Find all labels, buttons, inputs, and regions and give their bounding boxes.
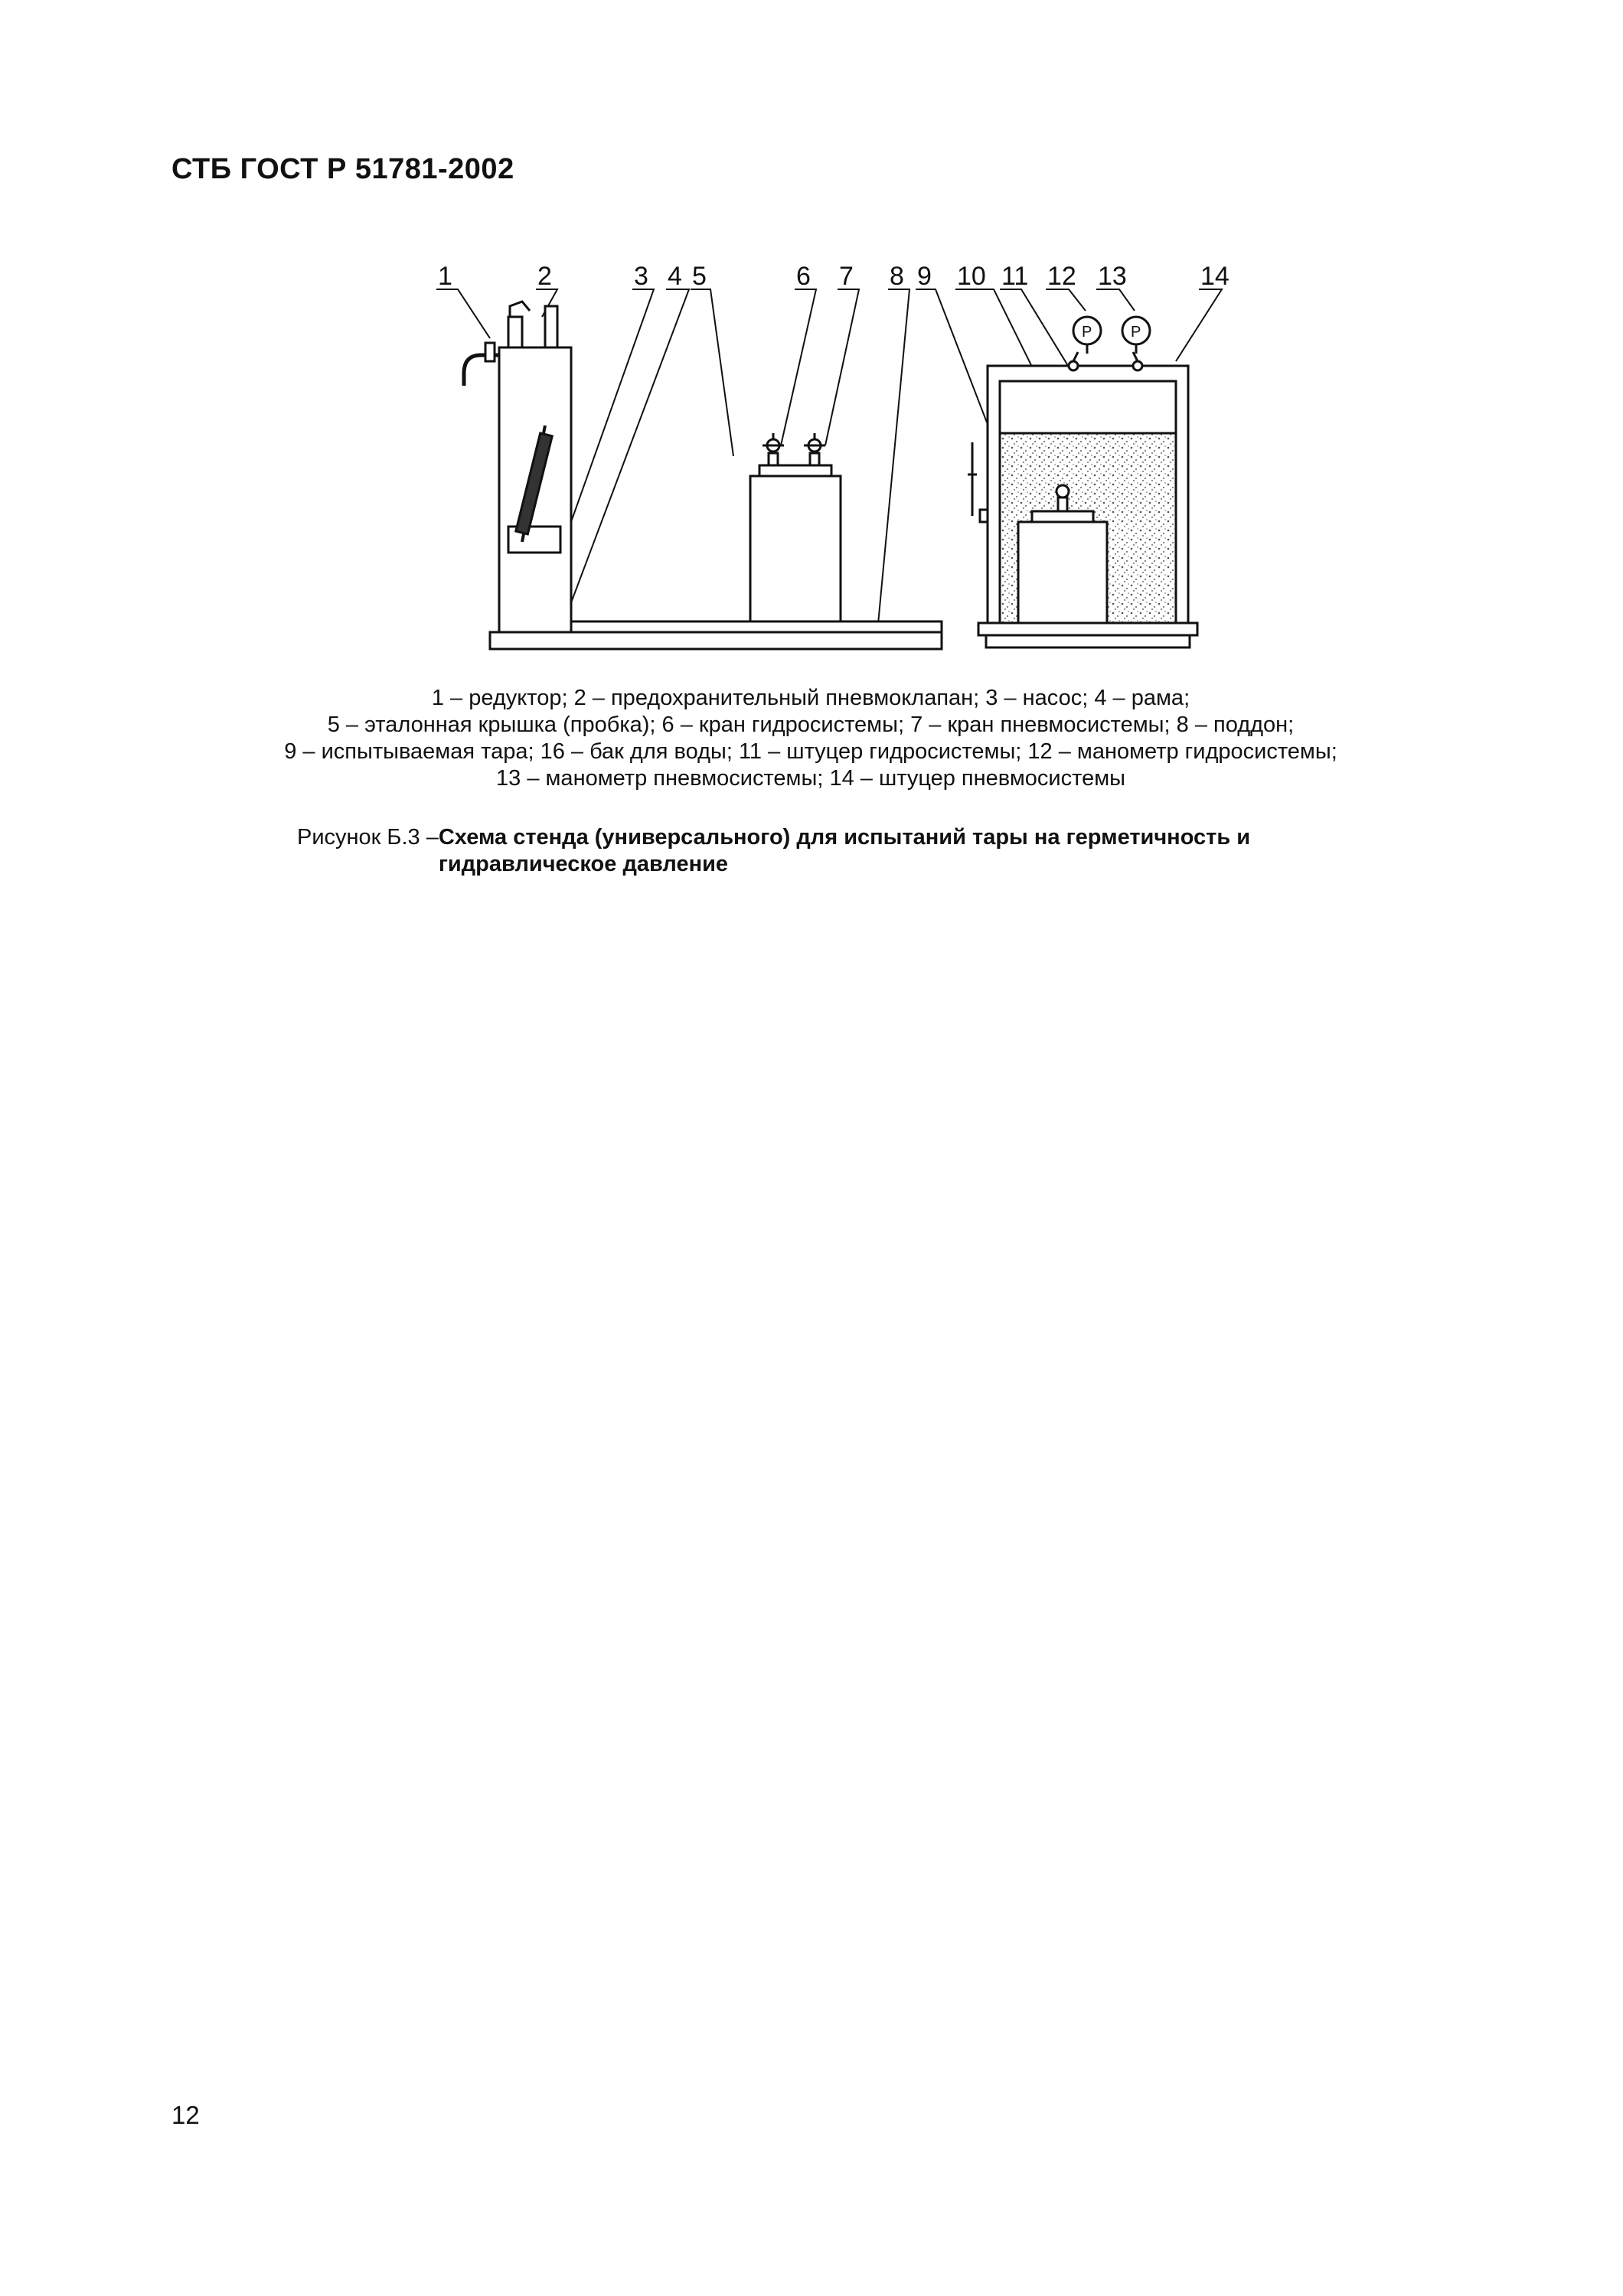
callout-9: 9	[917, 262, 932, 291]
legend-line: 9 – испытываемая тара; 16 – бак для воды; 11 – штуцер гидросистемы; 12 – манометр гидросистемы;	[284, 739, 1337, 764]
callout-13: 13	[1098, 262, 1127, 291]
callout-7: 7	[839, 262, 854, 291]
water-tank-right	[968, 366, 1197, 647]
callout-labels	[438, 262, 1229, 291]
hydraulic-fitting	[1069, 361, 1078, 370]
page-number: 12	[171, 2101, 200, 2129]
caption-prefix: Рисунок Б.3 –	[297, 825, 439, 850]
legend-line: 1 – редуктор; 2 – предохранительный пневмоклапан; 3 – насос; 4 – рама;	[431, 686, 1190, 710]
legend-line: 13 – манометр пневмосистемы; 14 – штуцер пневмосистемы	[496, 766, 1125, 791]
callout-14: 14	[1200, 262, 1229, 291]
callout-2: 2	[537, 262, 552, 291]
legend-line: 5 – эталонная крышка (пробка); 6 – кран гидросистемы; 7 – кран пневмосистемы; 8 – поддон;	[327, 713, 1295, 737]
callout-10: 10	[957, 262, 986, 291]
page-header-code: СТБ ГОСТ Р 51781-2002	[171, 153, 514, 185]
callout-11: 11	[1001, 262, 1029, 291]
gauge-13-label: P	[1131, 324, 1141, 341]
figure-caption	[297, 824, 1388, 878]
callout-8: 8	[890, 262, 904, 291]
figure-legend	[171, 685, 1450, 792]
pump-column	[464, 302, 571, 632]
callout-5: 5	[692, 262, 707, 291]
diagram-svg	[438, 253, 1271, 666]
callout-1: 1	[438, 262, 452, 291]
callout-12: 12	[1047, 262, 1076, 291]
tested-container-middle	[750, 433, 841, 621]
test-stand-diagram	[438, 253, 1271, 666]
callout-3: 3	[634, 262, 648, 291]
callout-6: 6	[796, 262, 811, 291]
gauge-12-label: P	[1082, 324, 1092, 341]
caption-title: Схема стенда (универсального) для испытаний тары на герметичность и гидравлическое давление	[438, 825, 1251, 876]
pneumatic-fitting	[1133, 361, 1142, 370]
callout-4: 4	[668, 262, 682, 291]
